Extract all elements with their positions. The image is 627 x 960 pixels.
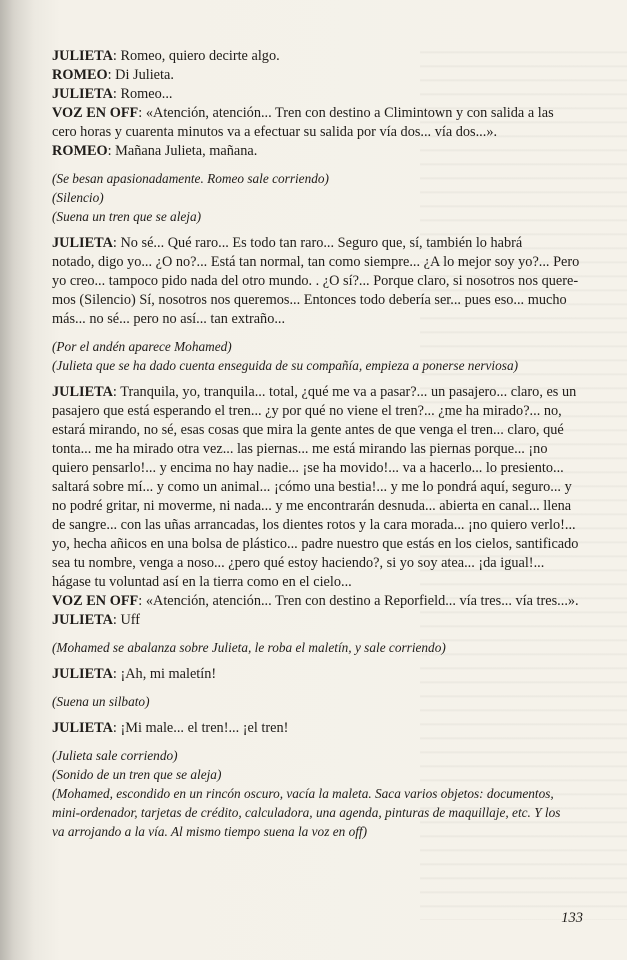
dialogue-line: saltará sobre mí... y como un animal... ¡cómo una bestia!... y me lo pondrá aquí, seguro... y [52, 479, 572, 495]
dialogue-line: yo, hecha añicos en una bolsa de plástico... padre nuestro que estás en los cielos, santificado [52, 536, 579, 552]
speaker-name: VOZ EN OFF [52, 105, 139, 121]
dialogue-text: : Romeo... [112, 86, 173, 102]
dialogue-line: de sangre... con las uñas arrancadas, los dientes rotos y la cara morada... ¡no quiero verlo!... [52, 517, 576, 533]
dialogue-line: no podré gritar, ni moverme, ni nada... y me encontrarán desnuda... abierta en canal... llena [52, 498, 572, 514]
dialogue-line [52, 85, 584, 104]
dialogue-line: hágase tu voluntad así en la tierra como en el cielo... [52, 574, 352, 590]
stage-direction: (Julieta que se ha dado cuenta enseguida de su compañía, empieza a ponerse nerviosa) [52, 358, 519, 373]
dialogue-line [52, 142, 584, 161]
stage-direction: (Julieta sale corriendo) [52, 748, 178, 763]
stage-direction: (Suena un tren que se aleja) [52, 209, 202, 224]
speaker-name: JULIETA [52, 235, 113, 251]
dialogue-text: : «Atención, atención... Tren con destino a Reporfield... vía tres... vía tres...». [138, 593, 579, 609]
dialogue-line: tonta... me ha mirado otra vez... las piernas... me está mirando las piernas porque... ¡no [52, 441, 548, 457]
stage-direction: (Silencio) [52, 190, 104, 205]
dialogue-text: : No sé... Qué raro... Es todo tan raro... Seguro que, sí, también lo habrá [112, 235, 523, 251]
stage-direction: mini-ordenador, tarjetas de crédito, calculadora, una agenda, pinturas de maquillaje, etc. Y los [52, 805, 561, 820]
dialogue-line [52, 383, 584, 402]
dialogue-text: : ¡Mi male... el tren!... ¡el tren! [112, 720, 289, 736]
dialogue-line [52, 123, 584, 142]
speaker-name: ROMEO [52, 143, 108, 159]
dialogue-line [52, 104, 584, 123]
dialogue-text: : Tranquila, yo, tranquila... total, ¿qué me va a pasar?... un pasajero... claro, es un [112, 384, 577, 400]
dialogue-line: estará mirando, no sé, esas cosas que mira la gente antes de que venga el tren... claro, qué [52, 422, 564, 438]
speaker-name: JULIETA [52, 720, 113, 736]
dialogue-line [52, 611, 584, 630]
speaker-name: JULIETA [52, 612, 113, 628]
dialogue-line [52, 592, 584, 611]
stage-direction: va arrojando a la vía. Al mismo tiempo suena la voz en off) [52, 824, 368, 839]
dialogue-line: yo creo... tampoco pido nada del otro mundo. . ¿O sí?... Porque claro, si nosotros nos quere- [52, 273, 579, 289]
dialogue-text: : Romeo, quiero decirte algo. [112, 48, 280, 64]
dialogue-line: mos (Silencio) Sí, nosotros nos queremos... Entonces todo debería ser... pues eso... mucho [52, 292, 567, 308]
speaker-name: JULIETA [52, 666, 113, 682]
speaker-name: JULIETA [52, 384, 113, 400]
stage-direction: (Por el andén aparece Mohamed) [52, 339, 232, 354]
dialogue-text: : Di Julieta. [107, 67, 174, 83]
dialogue-text: : ¡Ah, mi maletín! [112, 666, 217, 682]
dialogue-text: cero horas y cuarenta minutos va a efectuar su salida por vía dos... vía dos...». [52, 124, 498, 140]
speaker-name: JULIETA [52, 48, 113, 64]
stage-direction: (Mohamed se abalanza sobre Julieta, le roba el maletín, y sale corriendo) [52, 640, 446, 655]
dialogue-text: : Uff [112, 612, 141, 628]
stage-direction: (Mohamed, escondido en un rincón oscuro, vacía la maleta. Saca varios objetos: documentos, [52, 786, 554, 801]
dialogue-text: : Mañana Julieta, mañana. [107, 143, 258, 159]
stage-direction: (Se besan apasionadamente. Romeo sale corriendo) [52, 171, 329, 186]
dialogue-line: notado, digo yo... ¿O no?... Está tan normal, tan como siempre... ¿A lo mejor soy yo?... Pero [52, 254, 580, 270]
dialogue-text: : «Atención, atención... Tren con destino a Climintown y con salida a las [138, 105, 554, 121]
dialogue-line [52, 719, 584, 738]
dialogue-line: más... no sé... pero no así... tan extraño... [52, 311, 286, 327]
dialogue-line [52, 66, 584, 85]
dialogue-line [52, 47, 584, 66]
speaker-name: JULIETA [52, 86, 113, 102]
dialogue-line [52, 665, 584, 684]
dialogue-line [52, 234, 584, 253]
script-text [52, 47, 584, 841]
stage-direction: (Suena un silbato) [52, 694, 150, 709]
stage-direction: (Sonido de un tren que se aleja) [52, 767, 222, 782]
dialogue-line: sea tu nombre, venga a noso... ¿pero qué estoy haciendo?, si yo soy atea... ¡da igual!... [52, 555, 545, 571]
dialogue-line: pasajero que está esperando el tren... ¿y por qué no viene el tren?... ¿me ha mirado?... no, [52, 403, 562, 419]
dialogue-line: quiero pensarlo!... y encima no hay nadie... ¡se ha movido!... va a hacerlo... lo presiento... [52, 460, 564, 476]
speaker-name: ROMEO [52, 67, 108, 83]
page-number: 133 [561, 910, 583, 926]
speaker-name: VOZ EN OFF [52, 593, 139, 609]
